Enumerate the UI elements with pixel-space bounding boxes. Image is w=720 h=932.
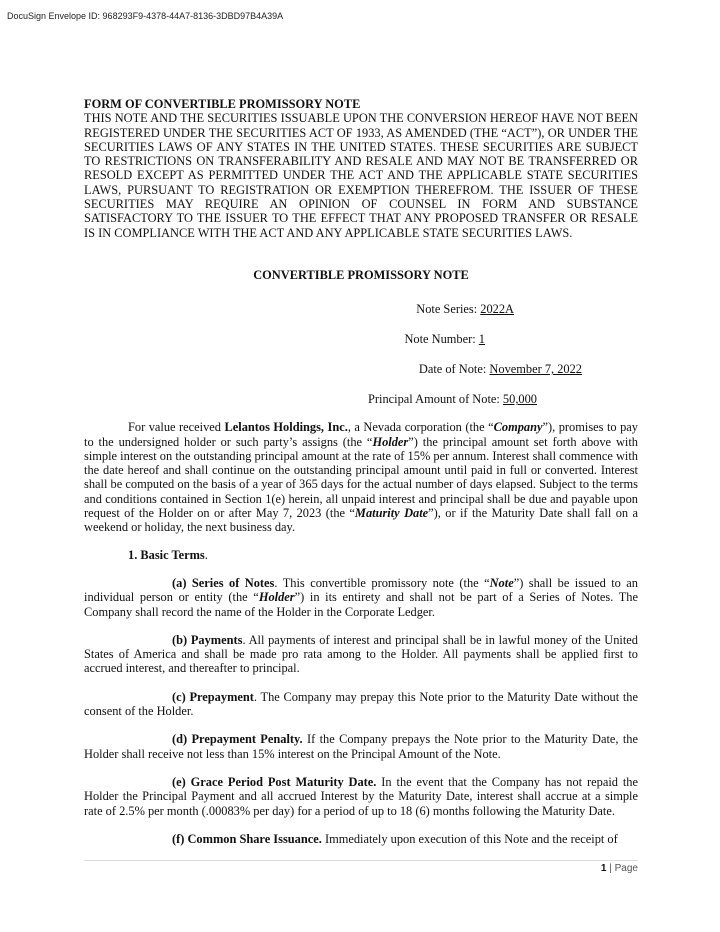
intro-text-5: ”), or if the Maturity Date shall fall on a weekend or holiday, the next business day. (84, 506, 638, 535)
company-term: Company (493, 420, 543, 435)
clause-a (84, 576, 638, 619)
note-term: Note (489, 575, 514, 590)
page-footer (601, 863, 638, 874)
note-date-row (419, 362, 582, 376)
clause-a-holder-term: Holder (258, 590, 295, 605)
note-series-value: 2022A (480, 302, 514, 317)
intro-paragraph (84, 420, 638, 534)
section-heading-text: 1. Basic Terms (128, 547, 205, 562)
page-separator: | (606, 863, 615, 874)
intro-text-4: ”) the principal amount set forth above with simple interest on the outstanding principal amount at the rate of 15% per annum. Interest shall commence with the date hereof and shall continue on the outstanding principal amount until paid in full or converted. Interest shall be computed on the basis of a year of 365 days for the actual number of days elapsed. Subject to the terms and conditions contained in Section 1(e) herein, all unpaid interest and principal shall be due and payable upon request of the Holder on or after May 7, 2023 (the “ (84, 434, 638, 521)
company-name: Lelantos Holdings, Inc. (224, 420, 348, 435)
note-date-label: Date of Note: (418, 362, 490, 377)
clause-e-title: (e) Grace Period Post Maturity Date. (172, 774, 377, 789)
principal-amount-label: Principal Amount of Note: (368, 392, 503, 407)
page-number: 1 (600, 863, 607, 874)
envelope-id: DocuSign Envelope ID: 968293F9-4378-44A7-8136-3DBD97B4A39A (7, 11, 284, 21)
clause-d-text: If the Company prepays the Note prior to the Maturity Date, the Holder shall receive not less than 15% interest on the Principal Amount of the Note. (84, 732, 638, 761)
page-label: Page (614, 863, 638, 874)
note-metadata (84, 302, 638, 420)
clause-a-text-2: ”) shall be issued to an individual person or entity (the “ (84, 575, 639, 605)
legend-title: FORM OF CONVERTIBLE PROMISSORY NOTE (84, 97, 361, 111)
note-number-label: Note Number: (404, 332, 479, 347)
note-number-value: 1 (478, 332, 485, 347)
clause-a-title: (a) Series of Notes (172, 575, 275, 590)
section-heading-period: . (204, 547, 208, 562)
clause-b-title: (b) Payments (172, 632, 243, 647)
clause-c (84, 690, 638, 719)
document-body (84, 97, 638, 846)
clause-c-text: . The Company may prepay this Note prior to the Maturity Date without the consent of the Holder. (84, 689, 638, 719)
clause-f (84, 832, 638, 846)
holder-term: Holder (372, 434, 409, 449)
note-series-label: Note Series: (416, 302, 481, 317)
document-title: CONVERTIBLE PROMISSORY NOTE (253, 267, 469, 282)
clause-d-title: (d) Prepayment Penalty. (172, 732, 303, 747)
intro-text-2: , a Nevada corporation (the “ (347, 420, 494, 435)
principal-amount-value: 50,000 (502, 392, 537, 407)
clause-b-text: . All payments of interest and principal shall be in lawful money of the United States of America and shall be made pro rata among to the Holder. All payments shall be applied first to accrued interest, and thereafter to principal. (84, 632, 638, 676)
clause-c-title: (c) Prepayment (172, 689, 254, 704)
clause-d (84, 732, 638, 761)
maturity-date-term: Maturity Date (354, 506, 429, 521)
clause-f-title: (f) Common Share Issuance. (172, 831, 322, 846)
clause-e-text: In the event that the Company has not repaid the Holder the Principal Payment and all accrued Interest by the Maturity Date, interest shall accrue at a simple rate of 2.5% per month (.00083% per day) for a period of up to 18 (6) months following the Maturity Date. (84, 774, 638, 818)
intro-text-3: ”), promises to pay to the undersigned holder or such party’s assigns (the “ (84, 420, 638, 449)
clause-f-text: Immediately upon execution of this Note and the receipt of (321, 831, 618, 846)
clause-a-text-3: ”) in its entirety and shall not be part of a Series of Notes. The Company shall record the name of the Holder in the Corporate Ledger. (84, 590, 638, 619)
note-series-row (416, 302, 514, 316)
intro-text-1: For value received (128, 420, 225, 435)
clause-e (84, 775, 638, 818)
note-date-value: November 7, 2022 (489, 362, 582, 377)
securities-legend: THIS NOTE AND THE SECURITIES ISSUABLE UPON THE CONVERSION HEREOF HAVE NOT BEEN REGISTERED UNDER THE SECURITIES ACT OF 1933, AS AMENDED (THE “ACT”), OR UNDER THE SECURITIES LAWS OF ANY STATES IN THE UNITED STATES. THESE SECURITIES ARE SUBJECT TO RESTRICTIONS ON TRANSFERABILITY AND RESALE AND MAY NOT BE TRANSFERRED OR RESOLD EXCEPT AS PERMITTED UNDER THE ACT AND THE APPLICABLE STATE SECURITIES LAWS, PURSUANT TO REGISTRATION OR EXEMPTION THEREFROM. THE ISSUER OF THESE SECURITIES MAY REQUIRE AN OPINION OF COUNSEL IN FORM AND SUBSTANCE SATISFACTORY TO THE ISSUER TO THE EFFECT THAT ANY PROPOSED TRANSFER OR RESALE IS IN COMPLIANCE WITH THE ACT AND ANY APPLICABLE STATE SECURITIES LAWS. (84, 111, 638, 240)
principal-amount-row (368, 392, 537, 406)
footer-divider (84, 860, 638, 861)
clause-a-text-1: . This convertible promissory note (the “ (274, 575, 490, 590)
section-heading (128, 548, 638, 562)
clause-b (84, 633, 638, 676)
note-number-row (404, 332, 485, 346)
